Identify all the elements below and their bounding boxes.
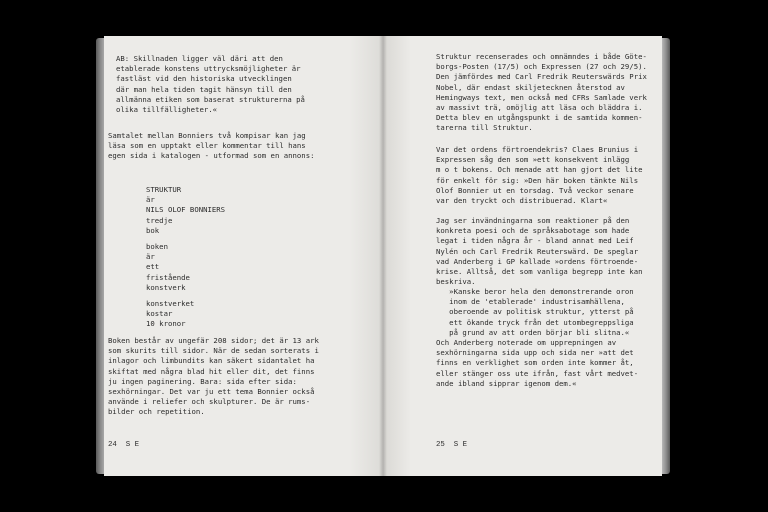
poem-stanza-1: STRUKTUR är NILS OLOF BONNIERS tredje bok xyxy=(146,185,226,235)
left-paragraph-2: Samtalet mellan Bonniers två kompisar kan jag läsa som en upptakt eller kommentar till hans egen sida i katalogen - utformad som en annons: xyxy=(108,131,315,161)
book-gutter xyxy=(379,36,387,476)
open-book xyxy=(96,36,670,476)
poem-stanza-3: konstverket kostar 10 kronor xyxy=(146,299,195,329)
right-page xyxy=(383,36,662,476)
poem-stanza-2: boken är ett fristående konstverk xyxy=(146,242,190,292)
right-paragraph-2: Var det ordens förtroendekris? Claes Brunius i Expressen såg den som »ett konsekvent inlägg m o t bokens. Och menade att han gjort det lite för enkelt för sig: »Den här boken tänkte Nils Olof Bonnier ut en torsdag. Två veckor senare var den tryckt och distribuerad. Klart« xyxy=(436,145,643,206)
right-paragraph-3: Jag ser invändningarna som reaktioner på den konkreta poesi och de språksabotage som hade legat i tiden några år - bland annat med Leif Nylén och Carl Fredrik Reuterswärd. De speglar vad Anderberg i GP kallade »ordens förtroende- krise. Alltså, det som vanliga begrepp inte kan beskriva. xyxy=(436,216,643,287)
right-paragraph-1: Struktur recenserades och omnämndes i både Göte- borgs-Posten (17/5) och Expressen (27 och 29/5). Den jämfördes med Carl Fredrik Reuterswärds Prix Nobel, där endast skiljetecknen återstod av Hemingways text, men också med CFRs Samlade verk av massivt trä, omöjlig att läsa och bläddra i. Detta blev en utgångspunkt i de samtida kommen- tarerna till Struktur. xyxy=(436,52,647,133)
right-folio: 25 S E xyxy=(436,441,468,449)
right-paragraph-4: Och Anderberg noterade om upprepningen av sexhörningarna sida upp och sida ner »att det finns en verklighet som orden inte kommer åt, eller stänger oss ute ifrån, fast vårt medvet- ande ibland sipprar igenom dem.« xyxy=(436,338,639,388)
book-edge-right xyxy=(662,38,670,474)
left-page xyxy=(104,36,383,476)
left-paragraph-1: AB: Skillnaden ligger väl däri att den etablerade konstens uttrycksmöjligheter är fastläst vid den historiska utvecklingen där man hela tiden tagit hänsyn till den allmänna etiken som baserat strukturerna på olika tillfälligheter.« xyxy=(116,54,305,115)
block-quote: »Kanske beror hela den demonstrerande oron inom de 'etablerade' industrisamhällena, oberoende av politisk struktur, ytterst på ett ökande tryck från det utombegreppsliga på grund av att orden börjar bli slitna.« xyxy=(436,287,634,337)
left-paragraph-3: Boken består av ungefär 208 sidor; det är 13 ark som skurits till sidor. När de sedan sorterats i inlagor och limbundits kan säkert sidantalet ha skiftat med några blad hit eller dit, det finns ju ingen paginering. Bara: sida efter sida: sexhörningar. Det var ju ett tema Bonnier också använde i reliefer och skulpturer. De är rums- bilder och repetition. xyxy=(108,336,319,417)
left-folio: 24 S E xyxy=(108,441,140,449)
